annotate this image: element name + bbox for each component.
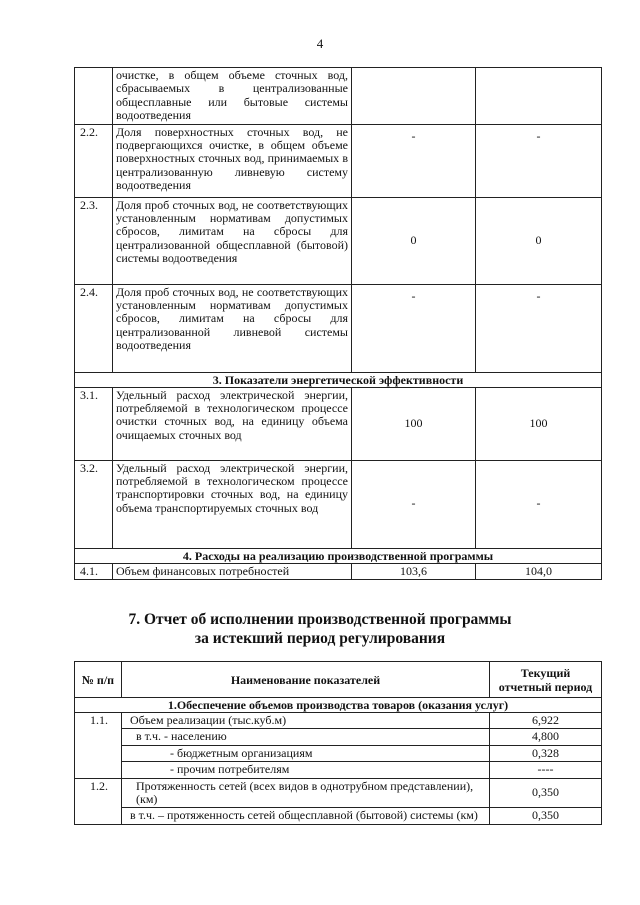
table-row: [75, 563, 602, 579]
table-row: [75, 124, 602, 197]
section-heading: [0, 610, 640, 648]
table-row: [75, 460, 602, 548]
section-title: 1.Обеспечение объемов производства товаров (оказания услуг): [75, 698, 602, 713]
row-value: ----: [490, 762, 602, 778]
row-value-1: [352, 68, 476, 125]
table-row: [75, 808, 602, 824]
row-text: Доля проб сточных вод, не соответствующих установленным нормативам допустимых сбросов, лимитам на сбросы для централизованной общесплавной (бытовой) системы водоотведения: [113, 197, 352, 284]
row-text: Объем реализации (тыс.куб.м): [122, 713, 490, 729]
table-row: [75, 713, 602, 729]
row-value: 6,922: [490, 713, 602, 729]
report-table: [74, 661, 602, 825]
column-header-name: Наименование показателей: [122, 662, 490, 698]
column-header-number: № п/п: [75, 662, 122, 698]
row-value-1: -: [352, 124, 476, 197]
row-value-2: [476, 68, 602, 125]
row-text: Доля проб сточных вод, не соответствующих установленным нормативам допустимых сбросов, лимитам на сбросы для централизованной ливневой системы водоотведения: [113, 284, 352, 372]
section-header-row: [75, 548, 602, 563]
row-value-2: -: [476, 284, 602, 372]
row-value: 0,350: [490, 808, 602, 824]
row-value-1: -: [352, 460, 476, 548]
row-text: Протяженность сетей (всех видов в однотрубном представлении), (км): [122, 778, 490, 808]
row-index: 3.1.: [75, 387, 113, 460]
section-title: 3. Показатели энергетической эффективности: [75, 372, 602, 387]
table-row: [75, 745, 602, 761]
row-value-2: -: [476, 124, 602, 197]
row-text: в т.ч. – протяженность сетей общесплавной (бытовой) системы (км): [122, 808, 490, 824]
section-header-row: [75, 372, 602, 387]
row-text: в т.ч. - населению: [122, 729, 490, 745]
row-value-1: 100: [352, 387, 476, 460]
row-index: 2.3.: [75, 197, 113, 284]
column-header-period: Текущий отчетный период: [490, 662, 602, 698]
row-text: Объем финансовых потребностей: [113, 563, 352, 579]
section-title: 4. Расходы на реализацию производственной программы: [75, 548, 602, 563]
row-index: 1.2.: [75, 778, 122, 824]
row-value-2: 100: [476, 387, 602, 460]
row-value-1: 103,6: [352, 563, 476, 579]
section-header-row: [75, 698, 602, 713]
row-text: очистке, в общем объеме сточных вод, сбрасываемых в централизованные общесплавные или бытовые системы водоотведения: [113, 68, 352, 125]
table-row: [75, 729, 602, 745]
table-header-row: [75, 662, 602, 698]
row-text: Удельный расход электрической энергии, потребляемой в технологическом процессе транспортировки сточных вод, на единицу объема транспортируемых сточных вод: [113, 460, 352, 548]
row-value-2: 0: [476, 197, 602, 284]
row-index: 1.1.: [75, 713, 122, 779]
row-index: 2.2.: [75, 124, 113, 197]
row-index: 3.2.: [75, 460, 113, 548]
table-row: [75, 68, 602, 125]
row-value: 4,800: [490, 729, 602, 745]
row-index: [75, 68, 113, 125]
table-row: [75, 778, 602, 808]
table-row: [75, 387, 602, 460]
row-value: 0,350: [490, 778, 602, 808]
row-value: 0,328: [490, 745, 602, 761]
row-text: Доля поверхностных сточных вод, не подвергающихся очистке, в общем объеме поверхностных сточных вод, принимаемых в централизованную ливневую систему водоотведения: [113, 124, 352, 197]
row-value-2: 104,0: [476, 563, 602, 579]
indicators-table: [74, 67, 602, 580]
row-value-1: 0: [352, 197, 476, 284]
row-text: - бюджетным организациям: [122, 745, 490, 761]
page-number: 4: [316, 36, 324, 51]
row-text: - прочим потребителям: [122, 762, 490, 778]
table-row: [75, 762, 602, 778]
row-text: Удельный расход электрической энергии, потребляемой в технологическом процессе очистки сточных вод, на единицу объема очищаемых сточных вод: [113, 387, 352, 460]
table-row: [75, 197, 602, 284]
heading-line-2: за истекший период регулирования: [194, 630, 446, 647]
row-value-1: -: [352, 284, 476, 372]
heading-line-1: 7. Отчет об исполнении производственной программы: [128, 611, 512, 628]
table-row: [75, 284, 602, 372]
row-index: 4.1.: [75, 563, 113, 579]
row-value-2: -: [476, 460, 602, 548]
row-index: 2.4.: [75, 284, 113, 372]
